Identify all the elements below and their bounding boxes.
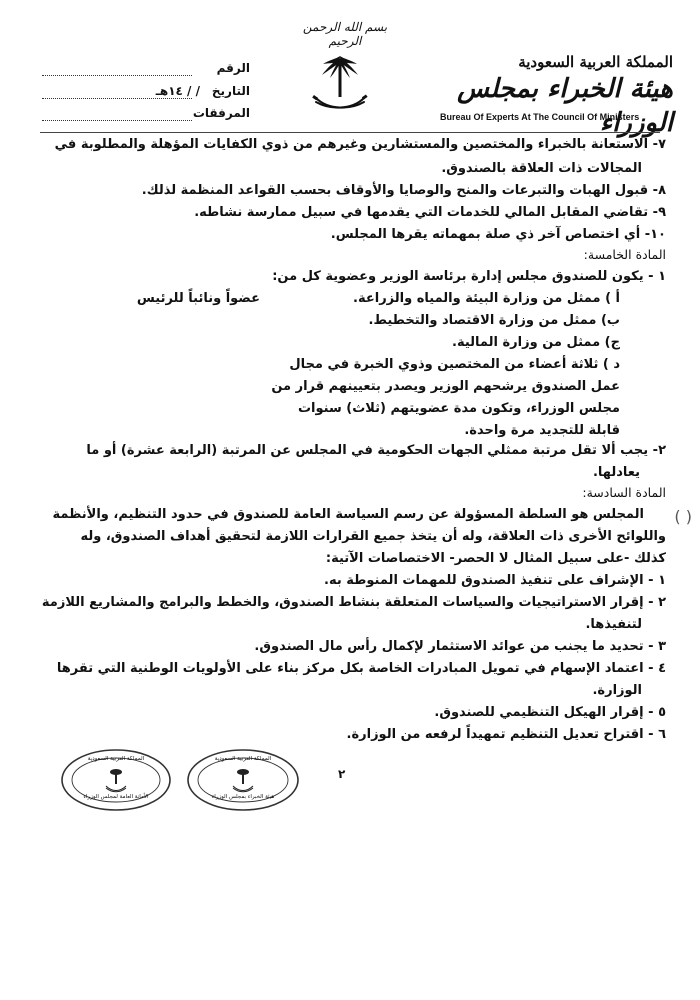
- article-6-item-1: ١ - الإشراف على تنفيذ الصندوق للمهمات المنوطة به.: [324, 573, 666, 588]
- article-6-item-5: ٥ - إقرار الهيكل التنظيمي للصندوق.: [434, 705, 666, 720]
- article-6-intro-line-2: واللوائح الأخرى ذات العلاقة، وله أن يتخذ جميع القرارات اللازمة لتحقيق أهداف الصندوق، وله: [80, 529, 666, 544]
- article-6-item-2-line-1: ٢ - إقرار الاستراتيجيات والسياسات المتعلقة بنشاط الصندوق، والخطط والبرامج والمشاريع اللازمة: [41, 595, 666, 610]
- stamp-left-top-text: المملكة العربية السعودية: [87, 756, 145, 762]
- ref-attachments-row: [42, 106, 250, 124]
- board-member-d-line-3: مجلس الوزراء، وتكون مدة عضويتهم (ثلاث) سنوات: [297, 401, 620, 416]
- kingdom-name: المملكة العربية السعودية: [518, 53, 673, 71]
- bureau-logo-arabic: هيئة الخبراء بمجلس الوزراء: [457, 74, 673, 138]
- page-number: ٢: [338, 767, 346, 781]
- clause-10: ١٠- أي اختصاص آخر ذي صلة بمهماته يقرها المجلس.: [330, 227, 666, 242]
- header-divider: [40, 132, 660, 133]
- article-5-item-2-line-1: ٢- يجب ألا تقل مرتبة ممثلي الجهات الحكومية في المجلس عن المرتبة (الرابعة عشرة) أو ما: [86, 443, 666, 458]
- ref-number-label: الرقم: [216, 61, 250, 75]
- ref-attachments-line: [42, 120, 192, 121]
- ref-date-label: التاريخ: [211, 84, 250, 98]
- article-6-item-3: ٣ - تحديد ما يجنب من عوائد الاستثمار لإكمال رأس مال الصندوق.: [254, 639, 666, 654]
- ref-number-row: [42, 61, 250, 79]
- official-seal-left-icon: [60, 748, 172, 812]
- stamp-right-top-text: المملكة العربية السعودية: [214, 756, 272, 762]
- article-6-item-6: ٦ - اقتراح تعديل التنظيم تمهيداً لرفعه من الوزارة.: [346, 727, 666, 742]
- clause-7-line-1: ٧- الاستعانة بالخبراء والمختصين والمستشارين وغيرهم من ذوي الكفايات المؤهلة والمطلوبة في: [54, 137, 666, 152]
- clause-7-line-2: المجالات ذات العلاقة بالصندوق.: [441, 161, 642, 176]
- board-member-b: ب) ممثل من وزارة الاقتصاد والتخطيط.: [368, 313, 620, 328]
- board-member-a: أ ) ممثل من وزارة البيئة والمياه والزراعة.: [353, 291, 620, 306]
- article-6-item-4-line-1: ٤ - اعتماد الإسهام في تمويل المبادرات الخاصة بكل مركز بناء على الأولويات الوطنية التي تقرها: [56, 661, 666, 676]
- clause-8: ٨- قبول الهبات والتبرعات والمنح والوصايا والأوقاف بحسب القواعد المنظمة لذلك.: [141, 183, 666, 198]
- article-6-heading: المادة السادسة:: [582, 485, 666, 500]
- stamp-right-bottom-text: هيئة الخبراء بمجلس الوزراء: [211, 794, 275, 800]
- saudi-emblem-icon: [310, 50, 370, 116]
- article-6-intro-line-3: كذلك -على سبيل المثال لا الحصر- الاختصاصات الآتية:: [325, 551, 666, 566]
- article-6-intro-line-1: المجلس هو السلطة المسؤولة عن رسم السياسة العامة للصندوق في حدود التنظيم، والأنظمة: [52, 507, 644, 522]
- ref-date-row: [42, 84, 250, 102]
- board-member-d-line-2: عمل الصندوق يرشحهم الوزير ويصدر بتعيينهم قرار من: [271, 379, 620, 394]
- bureau-name-english: Bureau Of Experts At The Council Of Ministers: [440, 112, 640, 122]
- article-5-heading: المادة الخامسة:: [583, 247, 666, 262]
- board-member-d-line-1: د ) ثلاثة أعضاء من المختصين وذوي الخبرة في مجال: [289, 357, 620, 372]
- stamp-left-bottom-text: الأمانة العامة لمجلس الوزراء: [83, 794, 149, 800]
- basmala: بسم الله الرحمن الرحيم: [302, 20, 388, 48]
- article-5-item-2-line-2: يعادلها.: [592, 465, 640, 480]
- article-6-item-2-line-2: لتنفيذها.: [585, 617, 642, 632]
- article-5-item-1: ١ - يكون للصندوق مجلس إدارة برئاسة الوزير وعضوية كل من:: [272, 269, 666, 284]
- board-member-c: ج) ممثل من وزارة المالية.: [452, 335, 620, 350]
- article-6-item-4-line-2: الوزارة.: [592, 683, 642, 698]
- ref-attachments-label: المرفقات: [192, 106, 250, 120]
- ref-number-line: [42, 75, 192, 76]
- board-member-a-role: عضواً ونائباً للرئيس: [136, 291, 260, 306]
- margin-bracket-mark: ( ): [674, 507, 692, 526]
- official-seal-right-icon: [186, 748, 300, 812]
- ref-date-value: / / ١٤هـ: [155, 84, 200, 98]
- clause-9: ٩- تقاضي المقابل المالي للخدمات التي يقدمها في سبيل ممارسة نشاطه.: [194, 205, 666, 220]
- board-member-d-line-4: قابلة للتجديد مرة واحدة.: [464, 423, 620, 438]
- ref-date-line: [42, 98, 192, 99]
